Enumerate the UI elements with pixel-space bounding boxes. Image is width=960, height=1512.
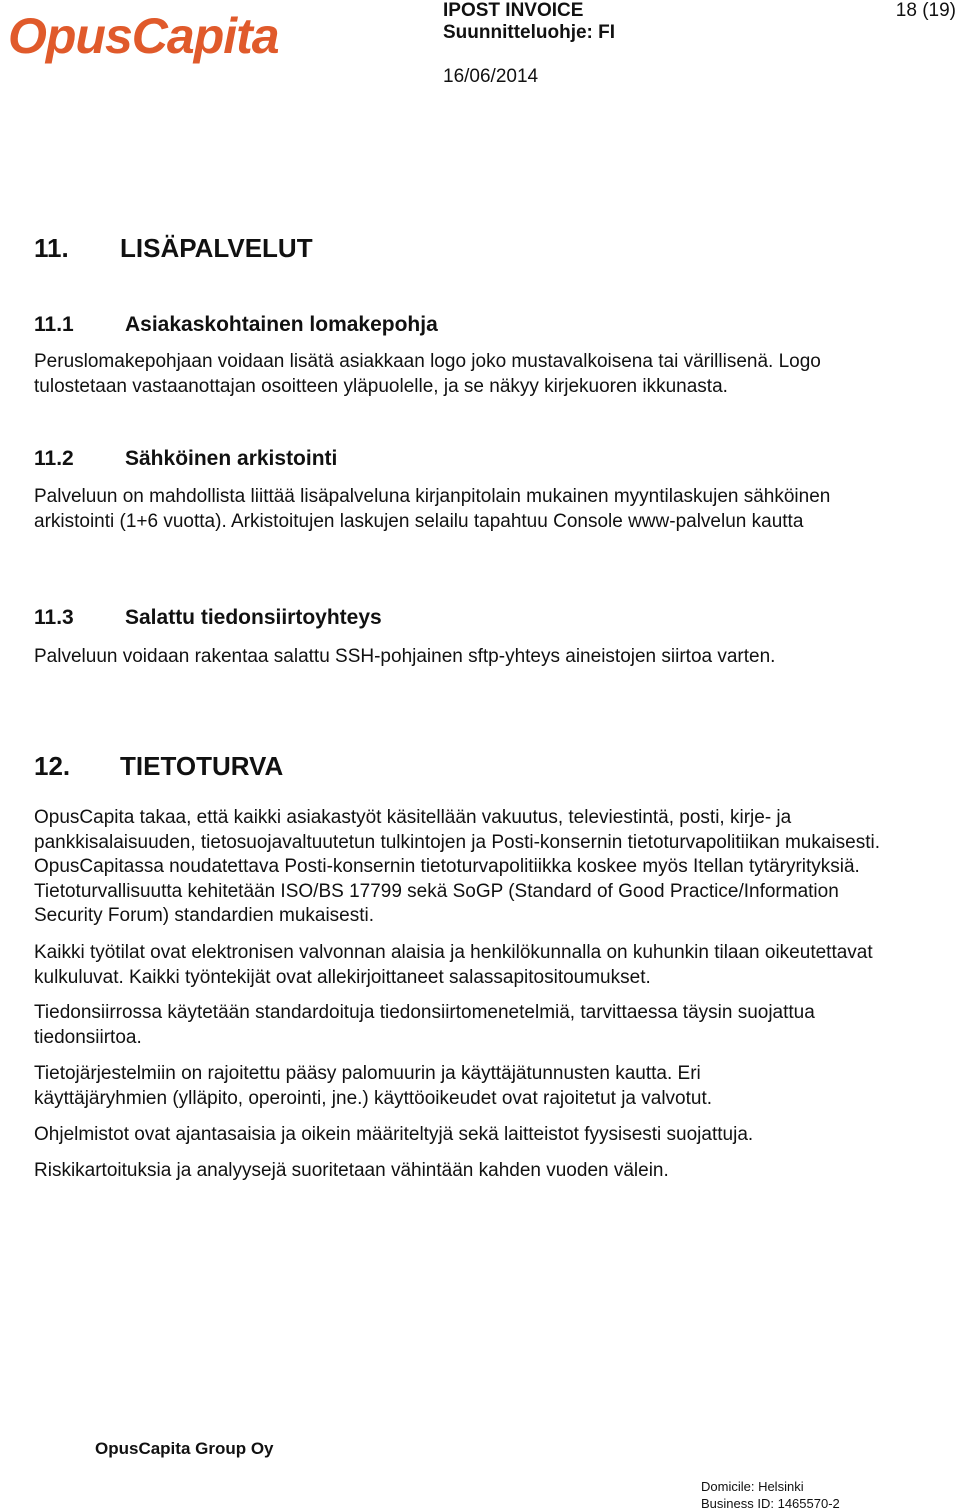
section-11-1-heading (34, 312, 438, 338)
section-number: 12. (34, 751, 71, 781)
section-11-1-text: Peruslomakepohjaan voidaan lisätä asiakkaan logo joko mustavalkoisena tai värillisenä. Logo tulostetaan vastaanottajan osoitteen yläpuolelle, ja se näkyy kirjekuoren ikkunasta. (34, 351, 821, 397)
section-12-paragraph-5: Ohjelmistot ovat ajantasaisia ja oikein määriteltyjä sekä laitteistot fyysisesti suojattuja. (34, 1124, 754, 1145)
section-title: Asiakaskohtainen lomakepohja (125, 313, 438, 336)
section-number: 11.2 (34, 447, 74, 470)
section-11-3-heading (34, 605, 382, 631)
section-11-3-text: Palveluun voidaan rakentaa salattu SSH-pohjainen sftp-yhteys aineistojen siirtoa varten. (34, 646, 776, 667)
section-12-paragraph-6: Riskikartoituksia ja analyysejä suoritetaan vähintään kahden vuoden välein. (34, 1160, 669, 1181)
section-11-2-heading (34, 446, 337, 472)
section-12-paragraph-4: Tietojärjestelmiin on rajoitettu pääsy palomuurin ja käyttäjätunnusten kautta. Eri käyttäjäryhmien (ylläpito, operointi, jne.) käyttöoikeudet ovat rajoitetut ja valvotut. (34, 1063, 713, 1109)
footer-business-id: Business ID: 1465570-2 (701, 1496, 840, 1511)
footer-domicile: Domicile: Helsinki (701, 1479, 804, 1494)
section-12-paragraph-2: Kaikki työtilat ovat elektronisen valvonnan alaisia ja henkilökunnalla on kuhunkin tilaan oikeutettavat kulkuluvat. Kaikki työntekijät ovat allekirjoittaneet salassapitositoumukset. (34, 942, 873, 988)
page-number: 18 (19) (895, 0, 956, 21)
document-title: IPOST INVOICE (443, 0, 584, 21)
footer-company: OpusCapita Group Oy (95, 1439, 274, 1458)
section-title: Salattu tiedonsiirtoyhteys (125, 606, 382, 629)
section-number: 11. (34, 233, 69, 263)
section-number: 11.1 (34, 313, 74, 336)
section-title: TIETOTURVA (120, 751, 284, 781)
section-number: 11.3 (34, 606, 74, 629)
section-11-2-text: Palveluun on mahdollista liittää lisäpalveluna kirjanpitolain mukainen myyntilaskujen sähköinen arkistointi (1+6 vuotta). Arkistoitujen laskujen selailu tapahtuu Console www-palvelun kautta (34, 486, 831, 532)
section-12-paragraph-3: Tiedonsiirrossa käytetään standardoituja tiedonsiirtomenetelmiä, tarvittaessa täysin suojattua tiedonsiirtoa. (34, 1002, 815, 1048)
document-date: 16/06/2014 (443, 66, 539, 87)
section-title: LISÄPALVELUT (120, 233, 313, 263)
opuscapita-logo: OpusCapita (8, 8, 279, 64)
section-11-heading (34, 233, 313, 263)
document-subtitle: Suunnitteluohje: FI (443, 22, 616, 43)
section-12-heading (34, 751, 283, 781)
section-12-paragraph-1: OpusCapita takaa, että kaikki asiakastyöt käsitellään vakuutus, televiestintä, posti, kirje- ja pankkisalaisuuden, tietosuojavaltuutetun tulkintojen ja Posti-konsernin tietoturvapolitiikan mukaisesti. OpusCapitassa noudatettava Posti-konsernin tietoturvapolitiikka koskee myös Itellan tytäryrityksiä. Tietoturvallisuutta kehitetään ISO/BS 17799 sekä SoGP (Standard of Good Practice/Information Security Forum) standardien mukaisesti. (34, 807, 880, 926)
section-title: Sähköinen arkistointi (125, 447, 338, 470)
